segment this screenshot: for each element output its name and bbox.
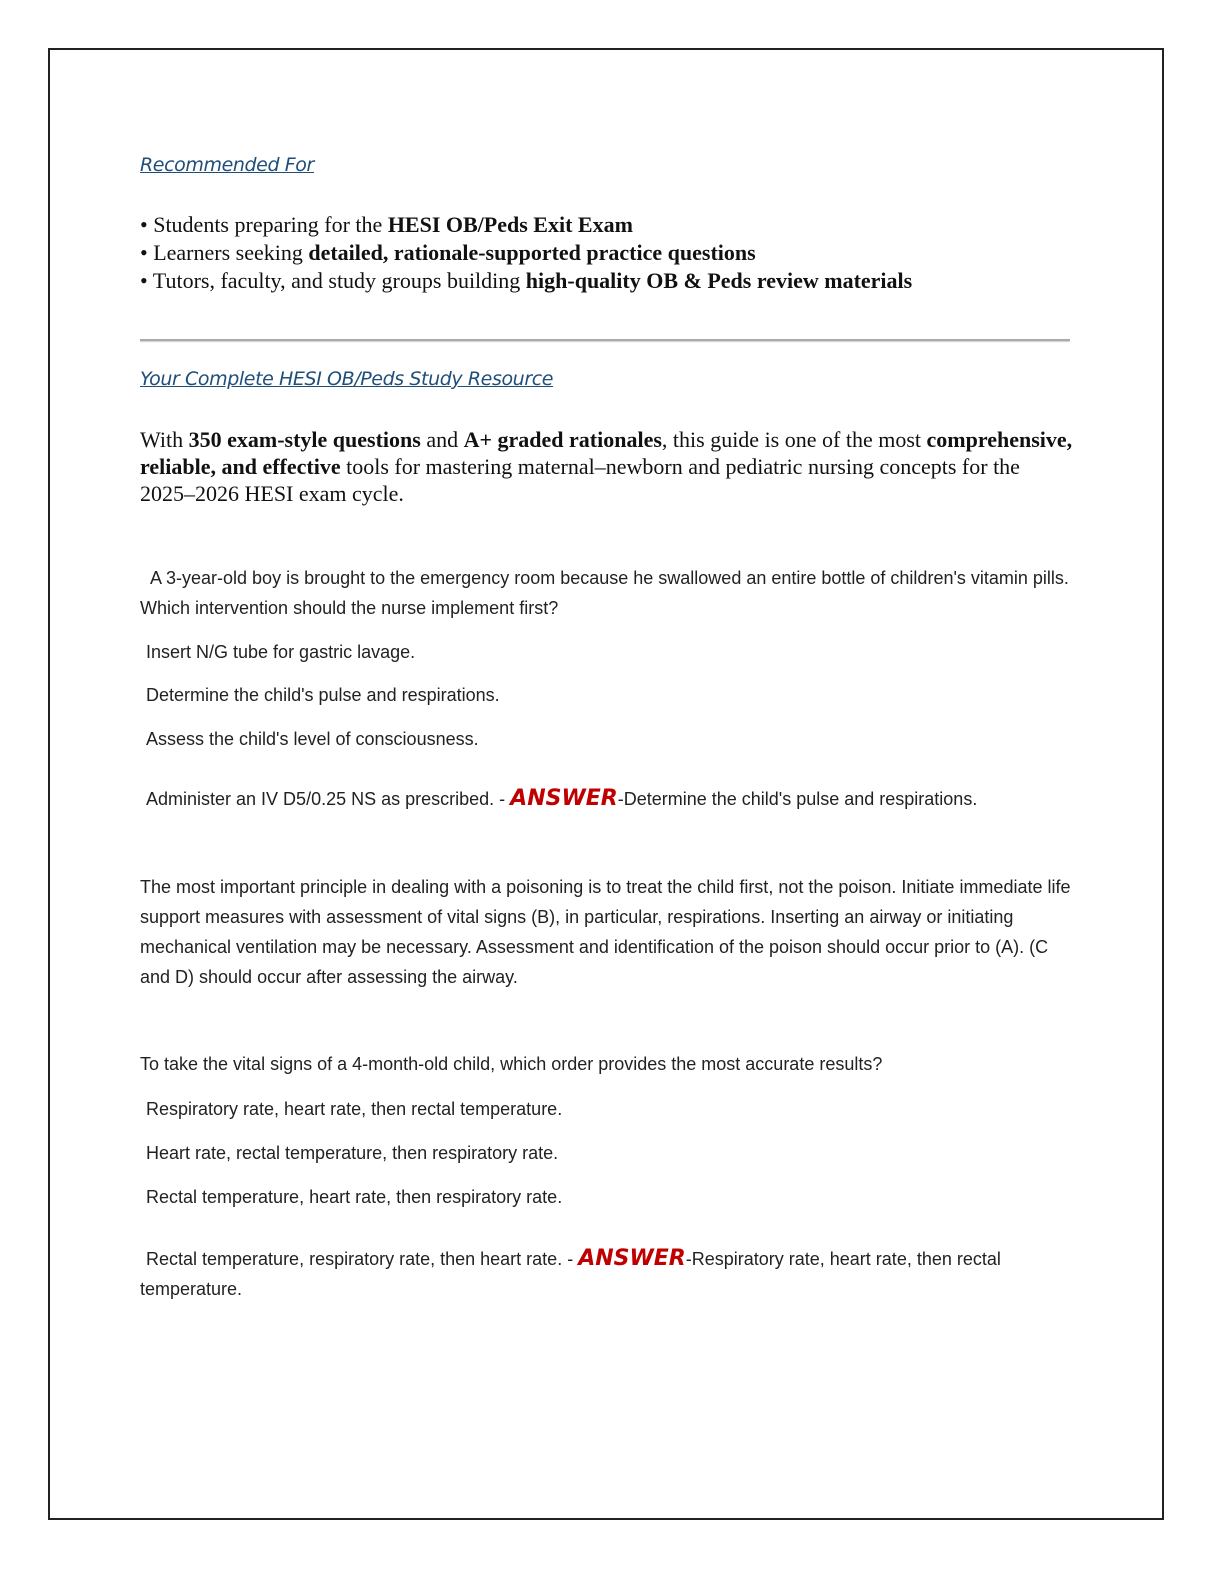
question-2-option-d-answer: Rectal temperature, respiratory rate, then heart rate. - ANSWER-Respiratory rate, heart rate, then rectal temperature.	[140, 1246, 1001, 1299]
bullet-item: • Learners seeking detailed, rationale-supported practice questions	[140, 240, 756, 265]
question-2-option-a: Respiratory rate, heart rate, then rectal temperature.	[146, 1099, 563, 1119]
recommended-heading: Recommended For	[140, 154, 314, 176]
resource-intro: With 350 exam-style questions and A+ graded rationales, this guide is one of the most comprehensive, reliable, and effective tools for mastering maternal–newborn and pediatric nursing concepts for the 2025–2026 HESI exam cycle.	[140, 427, 1073, 506]
question-2-option-c: Rectal temperature, heart rate, then respiratory rate.	[146, 1187, 563, 1207]
recommended-bullet-list	[140, 211, 912, 295]
question-2-option-b: Heart rate, rectal temperature, then respiratory rate.	[146, 1143, 559, 1163]
question-1-rationale: The most important principle in dealing with a poisoning is to treat the child first, not the poison. Initiate immediate life support measures with assessment of vital signs (B), in particular, respirations. Inserting an airway or initiating mechanical ventilation may be necessary. Assessment and identification of the poison should occur prior to (A). (C and D) should occur after assessing the airway.	[140, 877, 1071, 987]
resource-heading: Your Complete HESI OB/Peds Study Resource	[140, 368, 554, 390]
question-1-stem: A 3-year-old boy is brought to the emergency room because he swallowed an entire bottle of children's vitamin pills. Which intervention should the nurse implement first?	[140, 568, 1069, 618]
answer-label: ANSWER	[510, 786, 618, 811]
question-1-option-b: Determine the child's pulse and respirations.	[146, 685, 500, 705]
question-1-option-d-answer: Administer an IV D5/0.25 NS as prescribed. - ANSWER-Determine the child's pulse and respirations.	[146, 786, 978, 811]
bullet-item: • Tutors, faculty, and study groups building high-quality OB & Peds review materials	[140, 268, 913, 293]
section-divider	[140, 339, 1070, 341]
answer-label: ANSWER	[578, 1246, 686, 1271]
question-2-stem: To take the vital signs of a 4-month-old child, which order provides the most accurate results?	[140, 1054, 883, 1074]
question-1-option-c: Assess the child's level of consciousness.	[146, 729, 479, 749]
bullet-item: • Students preparing for the HESI OB/Peds Exit Exam	[140, 212, 633, 237]
question-1-option-a: Insert N/G tube for gastric lavage.	[146, 642, 416, 662]
